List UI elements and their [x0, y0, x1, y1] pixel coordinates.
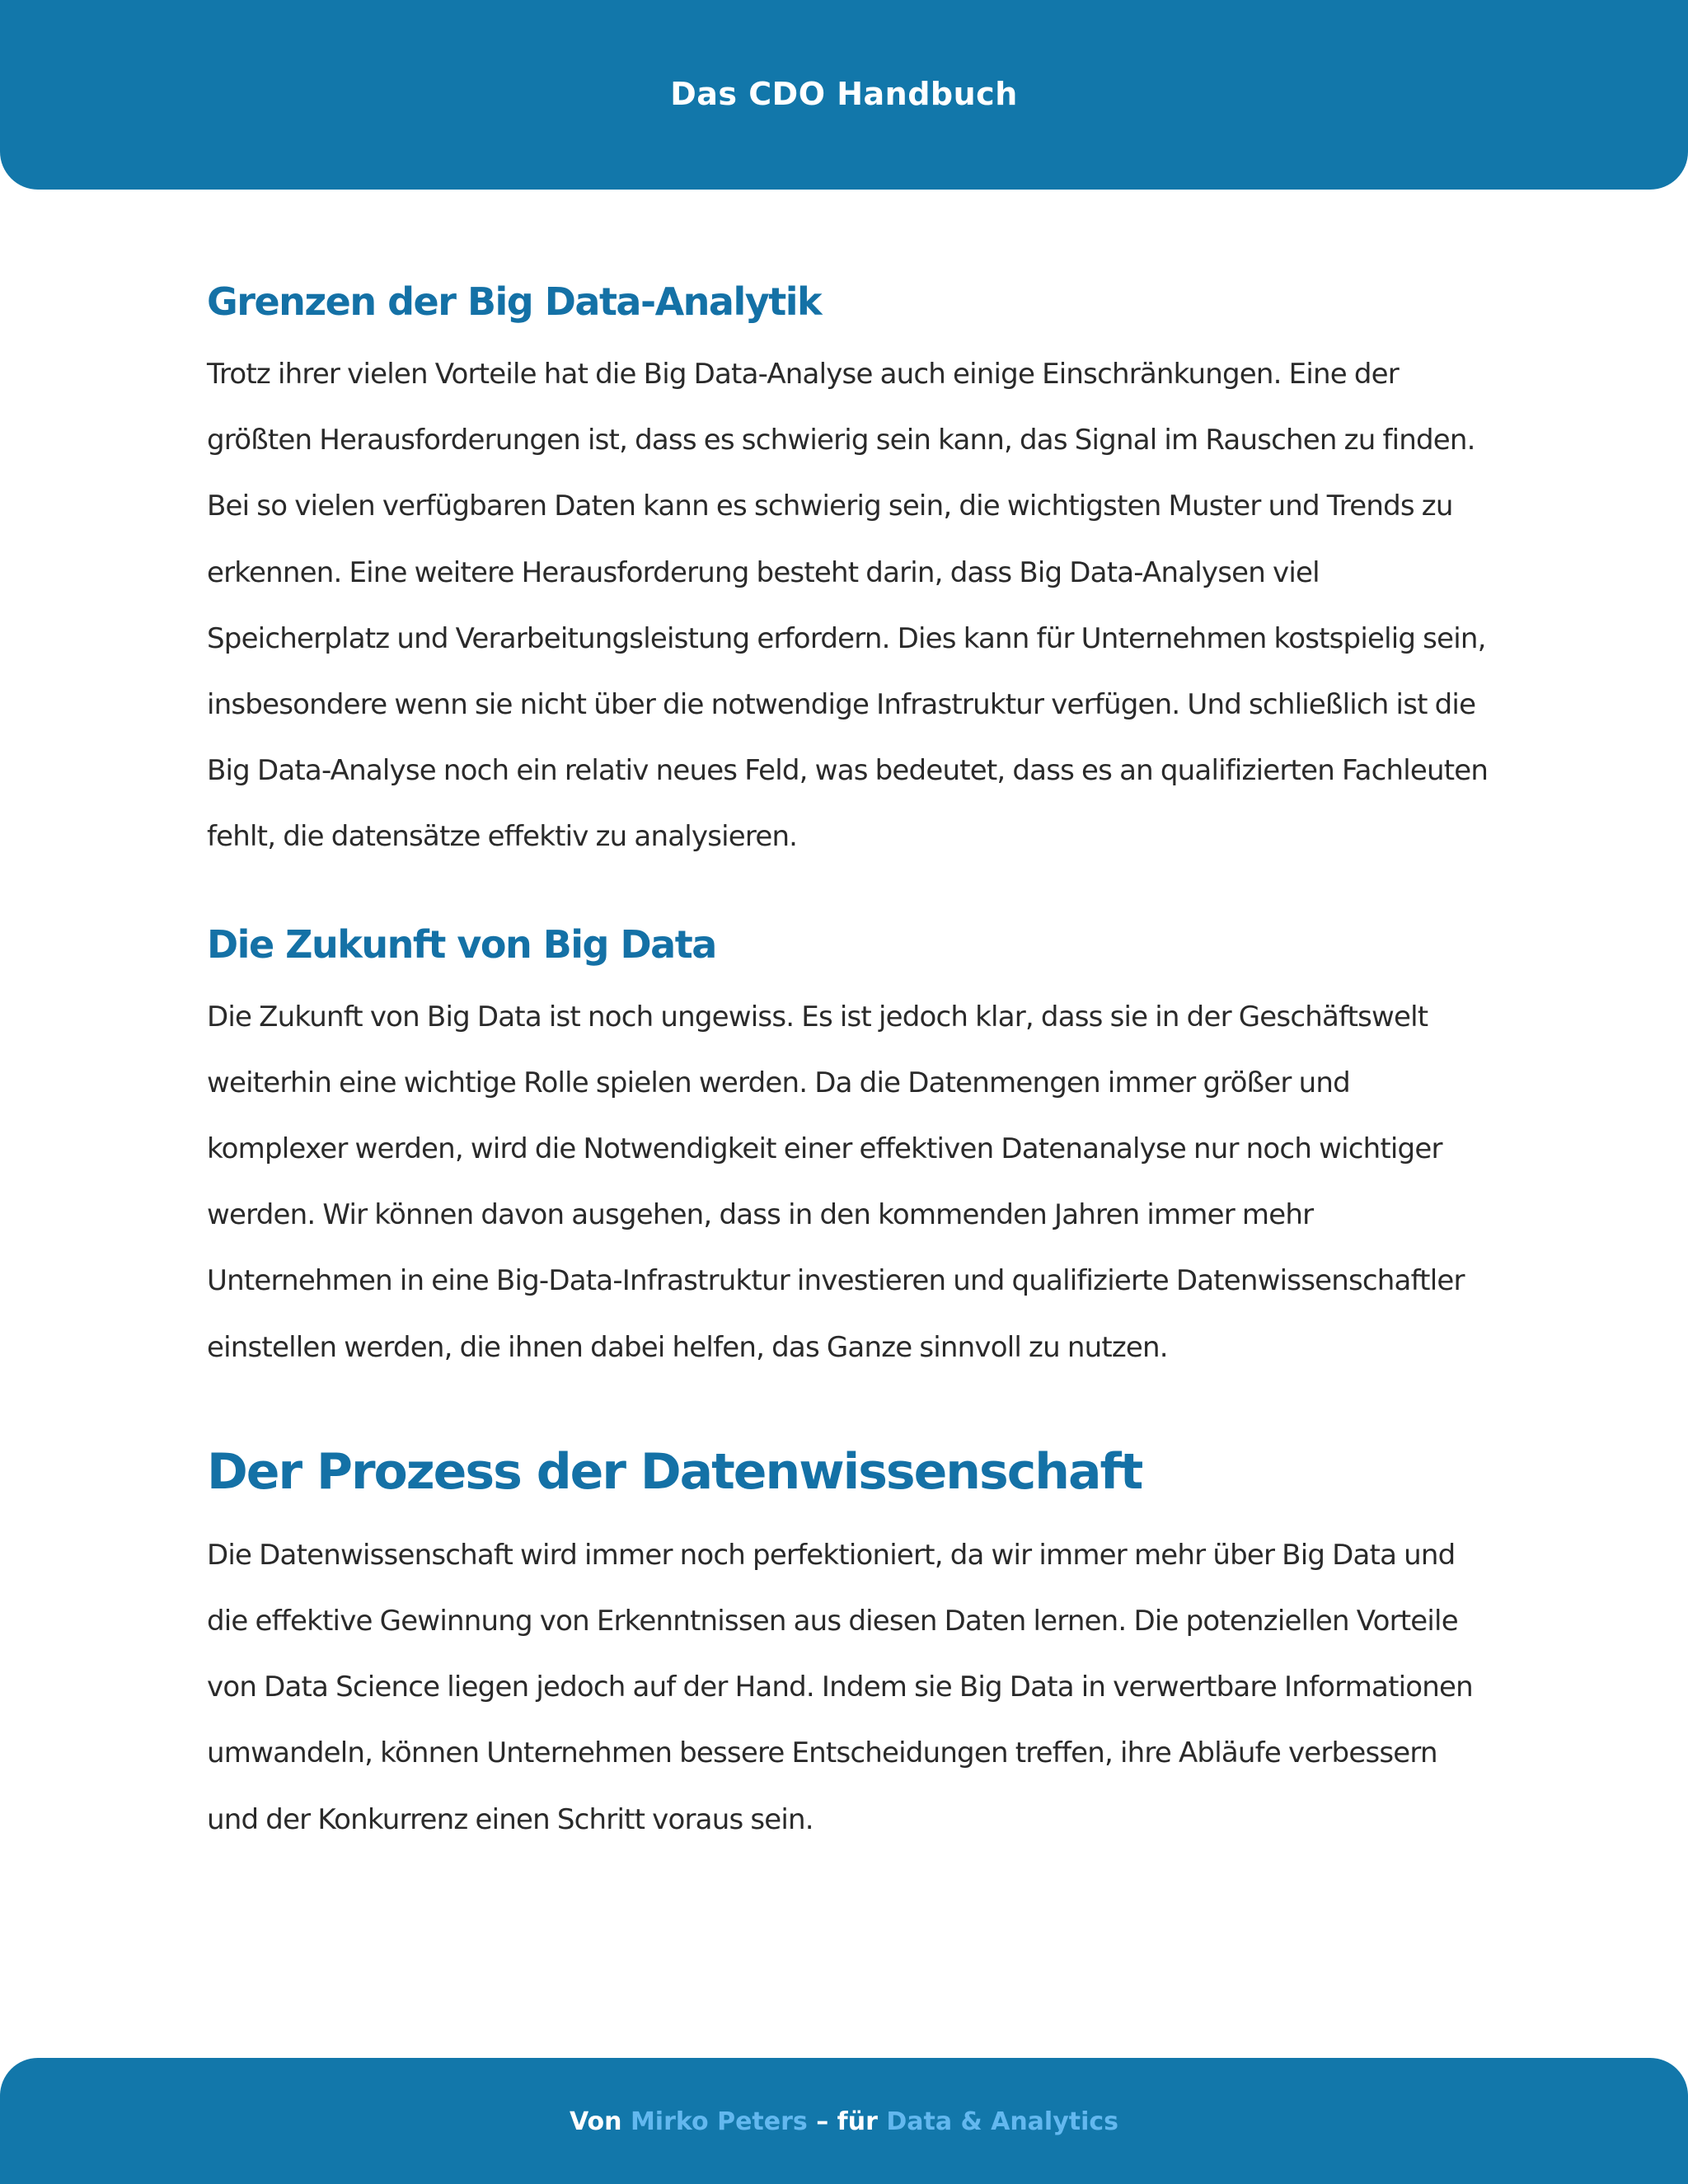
- topic-link[interactable]: Data & Analytics: [886, 2107, 1119, 2136]
- section-heading: Die Zukunft von Big Data: [207, 921, 716, 967]
- section-zukunft: [207, 905, 1493, 1380]
- page-footer: [0, 2058, 1688, 2184]
- document-title: Das CDO Handbuch: [670, 76, 1018, 112]
- section-grenzen: [207, 262, 1493, 870]
- page-header: [0, 0, 1688, 190]
- footer-credit: [570, 2107, 1118, 2136]
- author-link[interactable]: Mirko Peters: [630, 2107, 808, 2136]
- section-spacer: [207, 870, 1493, 905]
- chapter-heading: Der Prozess der Datenwissenschaft: [207, 1442, 1142, 1501]
- section-paragraph: Die Zukunft von Big Data ist noch ungewiss. Es ist jedoch klar, dass sie in der Geschäftswelt weiterhin eine wichtige Rolle spielen werden. Da die Datenmengen immer größer und komplexer werden, wird die Notwendigkeit einer effektiven Datenanalyse nur noch wichtiger werden. Wir können davon ausgehen, dass in den kommenden Jahren immer mehr Unternehmen in eine Big-Data-Infrastruktur investieren und qualifizierte Datenwissenschaftler einstellen werden, die ihnen dabei helfen, das Ganze sinnvoll zu nutzen.: [207, 1000, 1465, 1364]
- section-spacer: [207, 1380, 1493, 1422]
- section-prozess: [207, 1422, 1493, 1853]
- section-paragraph: Die Datenwissenschaft wird immer noch perfektioniert, da wir immer mehr über Big Data und die effektive Gewinnung von Erkenntnissen aus diesen Daten lernen. Die potenziellen Vorteile von Data Science liegen jedoch auf der Hand. Indem sie Big Data in verwertbare Informationen umwandeln, können Unternehmen bessere Entscheidungen treffen, ihre Abläufe verbessern und der Konkurrenz einen Schritt voraus sein.: [207, 1538, 1473, 1836]
- page-content: [207, 262, 1493, 1853]
- section-heading: Grenzen der Big Data-Analytik: [207, 279, 822, 324]
- footer-separator: – für: [816, 2107, 878, 2136]
- section-paragraph: Trotz ihrer vielen Vorteile hat die Big Data-Analyse auch einige Einschränkungen. Eine der größten Herausforderungen ist, dass es schwierig sein kann, das Signal im Rauschen zu finden. Bei so vielen verfügbaren Daten kann es schwierig sein, die wichtigsten Muster und Trends zu erkennen. Eine weitere Herausforderung besteht darin, dass Big Data-Analysen viel Speicherplatz und Verarbeitungsleistung erfordern. Dies kann für Unternehmen kostspielig sein, insbesondere wenn sie nicht über die notwendige Infrastruktur verfügen. Und schließlich ist die Big Data-Analyse noch ein relativ neues Feld, was bedeutet, dass es an qualifizierten Fachleuten fehlt, die datensätze effektiv zu analysieren.: [207, 358, 1489, 854]
- footer-prefix: Von: [569, 2107, 622, 2136]
